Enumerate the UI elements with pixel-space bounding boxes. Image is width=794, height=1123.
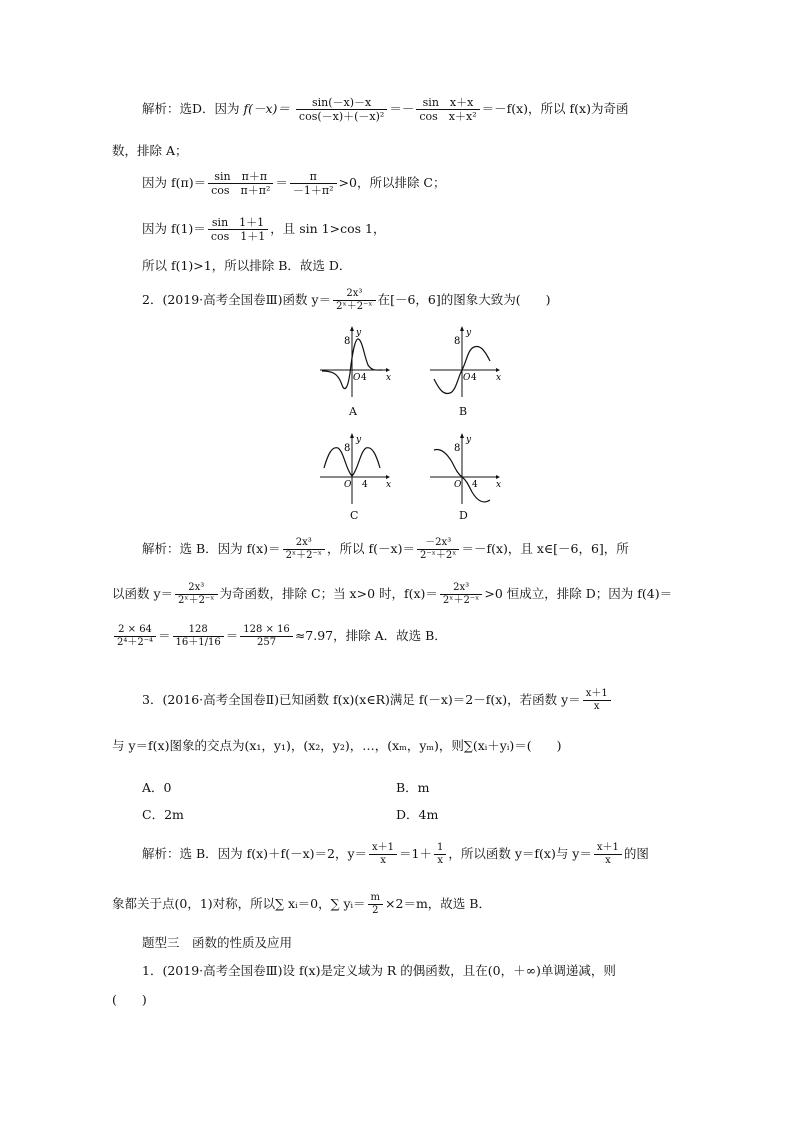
q1-solution-line5: 所以 f(1)>1，所以排除 B．故选 D．: [142, 258, 352, 273]
numerator: π: [309, 170, 317, 183]
label-y: y: [356, 435, 362, 445]
numerator: 2 × 64: [118, 624, 152, 635]
q1-solution-line4: [142, 216, 385, 243]
fraction: [417, 537, 459, 562]
numerator: 2x³: [188, 582, 205, 593]
denominator: 2ˣ＋2⁻ˣ: [333, 300, 375, 313]
numerator: 128 × 16: [243, 624, 290, 635]
caption-d: D: [459, 509, 468, 522]
denominator: 2ˣ＋2⁻ˣ: [440, 594, 482, 607]
label-origin: O: [463, 373, 471, 383]
fraction: [368, 892, 383, 917]
text: 2．(2019·高考全国卷Ⅲ)函数 y＝: [142, 292, 332, 307]
denominator: x: [594, 854, 622, 867]
fraction: [114, 624, 156, 649]
numerator: 2x³: [453, 582, 470, 593]
q2-stem: [142, 288, 551, 313]
denominator: 16＋1/16: [173, 636, 224, 649]
q3-stem-line2: 与 y＝f(x)图象的交点为(x₁，y₁)，(x₂，y₂)，…，(xₘ，yₘ)，则∑(xᵢ＋yᵢ)＝( ): [112, 738, 562, 753]
graph-c: [318, 432, 394, 508]
label-origin: O: [454, 480, 462, 490]
q2-solution-line2: [112, 582, 672, 607]
denominator: 2ˣ＋2⁻ˣ: [175, 594, 217, 607]
text: 象都关于点(0，1)对称，所以∑ xᵢ＝0，∑ yᵢ＝: [112, 896, 366, 911]
numerator: sin(－x)－x: [312, 96, 372, 109]
text: f(－x)＝: [243, 101, 290, 116]
denominator: 2: [368, 904, 383, 917]
fraction: [296, 96, 387, 123]
q3-option-d: D．4m: [396, 807, 439, 822]
fraction: [208, 170, 273, 197]
caption-c: C: [350, 509, 359, 522]
denominator: cos 1＋1: [208, 229, 268, 243]
fraction: [283, 537, 325, 562]
fraction: [290, 170, 337, 197]
numerator: 2x³: [346, 288, 363, 299]
label-y: y: [356, 328, 362, 338]
denominator: cos π＋π²: [208, 183, 273, 197]
section-heading: 题型三 函数的性质及应用: [142, 935, 293, 950]
denominator: x: [369, 854, 397, 867]
label-eight: 8: [454, 336, 461, 347]
text: ＝: [158, 628, 171, 643]
section3-q1-line1: 1．(2019·高考全国卷Ⅲ)设 f(x)是定义域为 R 的偶函数，且在(0，＋∞)单调递减，则: [142, 963, 616, 978]
numerator: x＋1: [372, 842, 395, 853]
q3-option-b: B．m: [396, 780, 430, 795]
denominator: x: [583, 700, 611, 713]
text: 因为 f(π)＝: [142, 175, 207, 190]
numerator: 128: [188, 624, 208, 635]
text: ＝－f(x)，且 x∈[－6，6]，所: [461, 541, 629, 556]
label-four: 4: [362, 480, 368, 490]
text: ≈7.97，排除 A．故选 B．: [294, 628, 447, 643]
fraction: [173, 624, 224, 649]
denominator: x: [434, 854, 446, 867]
denominator: 2ˣ＋2⁻ˣ: [283, 549, 325, 562]
text: 为奇函数，排除 C；当 x>0 时，f(x)＝: [219, 586, 438, 601]
label-origin: O: [353, 373, 361, 383]
text: 的图: [623, 846, 649, 861]
q1-solution-line2: 数，排除 A；: [112, 143, 188, 158]
text: 在[－6，6]的图象大致为( ): [377, 292, 551, 307]
fraction: [333, 288, 375, 313]
q1-solution-line3: 因为 f(π)＝ $\frac{\text{sin π＋π}}{\text{cos π＋π²}}$ ＝ $\frac{\pi}{\text{－1＋π²}}$ >0，所以排除 C；: [142, 170, 446, 197]
q1-solution-line1: [142, 96, 628, 123]
q3-option-c: C．2m: [142, 807, 184, 822]
fraction: [594, 842, 622, 867]
q2-solution-line3: [112, 624, 447, 649]
fraction: [583, 688, 611, 713]
text: 因为 f(1)＝: [142, 221, 206, 236]
denominator: cos x＋x²: [416, 109, 479, 123]
q2-solution-line1: [142, 537, 629, 562]
text: >0，所以排除 C；: [338, 175, 446, 190]
fraction: [440, 582, 482, 607]
numerator: m: [370, 892, 381, 903]
denominator: cos(－x)＋(－x)²: [296, 109, 387, 123]
text: ＝－: [389, 101, 415, 116]
label-eight: 8: [344, 443, 351, 454]
caption-a: A: [349, 405, 357, 418]
graph-d: [428, 432, 504, 508]
text: ＝: [225, 628, 239, 643]
q3-solution-line1: [142, 842, 649, 867]
label-four: 4: [361, 373, 367, 383]
label-origin: O: [344, 480, 352, 490]
text: 解析：选 B．因为 f(x)＝: [142, 541, 281, 556]
q3-option-a: A．0: [142, 780, 172, 795]
label-four: 4: [472, 480, 478, 490]
numerator: 1: [436, 842, 444, 853]
label-x: x: [496, 480, 502, 490]
label-eight: 8: [344, 336, 351, 347]
text: ＝－f(x)，所以 f(x)为奇函: [481, 101, 629, 116]
fraction: [240, 624, 293, 649]
text: 3．(2016·高考全国卷Ⅱ)已知函数 f(x)(x∈R)满足 f(－x)＝2－f(x)，若函数 y＝: [142, 692, 581, 707]
label-four: 4: [471, 373, 477, 383]
denominator: 2⁻ˣ＋2ˣ: [417, 549, 459, 562]
q3-solution-line2: [112, 892, 491, 917]
numerator: sin x＋x: [422, 96, 474, 109]
fraction: [434, 842, 446, 867]
section3-q1-line2: ( ): [112, 992, 147, 1007]
fraction: [208, 216, 268, 243]
text: ＝1＋: [399, 846, 432, 861]
numerator: sin 1＋1: [211, 216, 265, 229]
label-x: x: [386, 480, 392, 490]
text: ，所以函数 y＝f(x)与 y＝: [448, 846, 592, 861]
graph-b: [428, 325, 504, 401]
numerator: －2x³: [425, 537, 452, 548]
denominator: 2⁴＋2⁻⁴: [114, 636, 156, 649]
text: ，所以 f(－x)＝: [327, 541, 415, 556]
text: 以函数 y＝: [112, 586, 174, 601]
numerator: 2x³: [295, 537, 312, 548]
label-eight: 8: [454, 443, 461, 454]
text: 解析：选D．因为: [142, 101, 244, 116]
label-y: y: [466, 328, 472, 338]
text: >0 恒成立，排除 D；因为 f(4)＝: [484, 586, 673, 601]
graph-a: [318, 325, 394, 401]
text: 解析：选 B．因为 f(x)＋f(－x)＝2，y＝: [142, 846, 368, 861]
text: ×2＝m，故选 B．: [385, 896, 491, 911]
fraction: [369, 842, 397, 867]
denominator: －1＋π²: [290, 183, 337, 197]
q3-stem-line1: [142, 688, 613, 713]
label-x: x: [386, 373, 392, 383]
denominator: 257: [240, 636, 293, 649]
fraction: [175, 582, 217, 607]
numerator: x＋1: [596, 842, 619, 853]
text: ，且 sin 1>cos 1，: [270, 221, 386, 236]
label-x: x: [496, 373, 502, 383]
caption-b: B: [459, 405, 468, 418]
label-y: y: [466, 435, 472, 445]
fraction: [416, 96, 479, 123]
numerator: sin π＋π: [214, 170, 268, 183]
numerator: x＋1: [585, 688, 608, 699]
